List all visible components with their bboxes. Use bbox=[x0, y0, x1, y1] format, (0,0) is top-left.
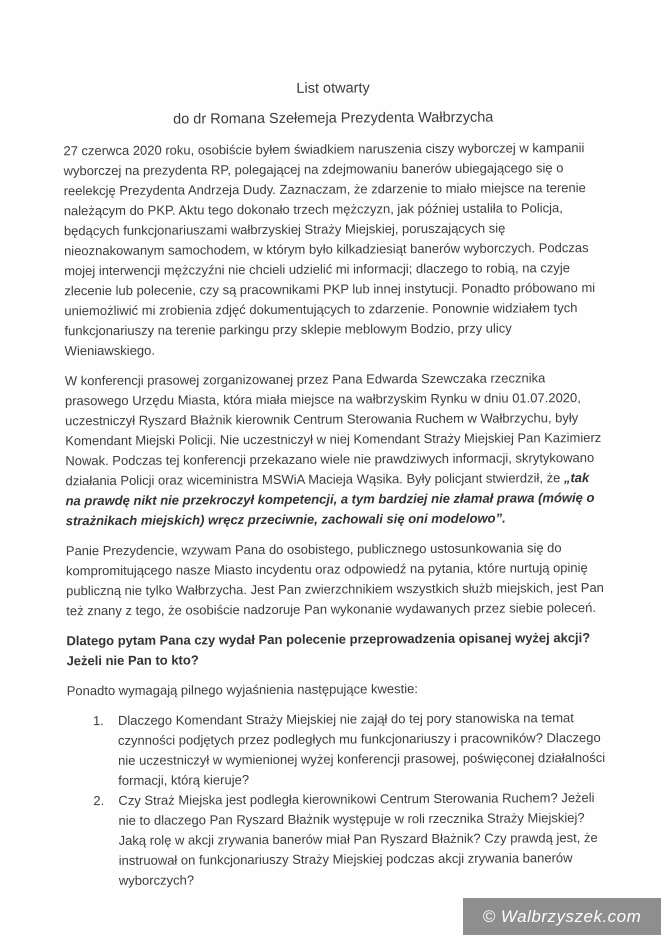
question-item bbox=[93, 788, 608, 891]
document-title: List otwarty bbox=[296, 80, 370, 97]
question-number: 1. bbox=[92, 713, 104, 729]
paragraph-appeal: Panie Prezydencie, wzywam Pana do osobistego, publicznego ustosunkowania się do kompromitującego nasze Miasto incydentu oraz odpowiedź na pytania, które nurtują opinię publiczną nie tylko Wałbrzycha. Jest Pan zwierzchnikiem wszystkich służb miejskich, jest Pan też znany z tego, że osobiście nadzoruje Pan wykonanie wydawanych przez siebie poleceń. bbox=[65, 540, 604, 619]
paragraph-conference bbox=[65, 368, 606, 531]
paragraph-issues-intro: Ponadto wymagają pilnego wyjaśnienia następujące kwestie: bbox=[66, 681, 418, 699]
question-text: Czy Straż Miejska jest podległa kierownikowi Centrum Sterowania Ruchem? Jeżeli nie to dlaczego Pan Ryszard Błażnik występuje w roli rzecznika Straży Miejskiej? Jaką rolę w akcji zrywania banerów miał Pan Ryszard Błażnik? Czy prawdą jest, że instruował on funkcjonariuszy Straży Miejskiej podczas akcji zrywania banerów wyborczych? bbox=[118, 790, 598, 888]
paragraph-opening: 27 czerwca 2020 roku, osobiście byłem świadkiem naruszenia ciszy wyborczej w kampanii wyborczej na prezydenta RP, polegającej na zdejmowaniu banerów ubiegającego się o reelekcję Prezydenta Andrzeja Dudy. Zaznaczam, że zdarzenie to miało miejsce na terenie należącym do PKP. Aktu tego dokonało trzech mężczyzn, jak później ustaliła to Policja, będących funkcjonariuszami wałbrzyskiej Straży Miejskiej, poruszających się nieoznakowanym samochodem, w którym było kilkadziesiąt banerów wyborczych. Podczas mojej interwencji mężczyźni nie chcieli udzielić mi informacji; dlaczego to robią, na czyje zlecenie lub polecenie, czy są pracownikami PKP lub innej instytucji. Ponadto próbowano mi uniemożliwić mi zrobienia zdjęć dokumentujących to zdarzenie. Ponownie widziałem tych funkcjonariuszy na terenie parkingu przy sklepie meblowym Bodzio, przy ulicy Wieniawskiego. bbox=[63, 140, 596, 359]
letter-body bbox=[63, 77, 608, 891]
paragraph-conference-lead: W konferencji prasowej zorganizowanej przez Pana Edwarda Szewczaka rzecznika prasowego Urzędu Miasta, która miała miejsce na wałbrzyskim Rynku w dniu 01.07.2020, uczestniczył Ryszard Błażnik kierownik Centrum Sterowania Ruchem w Wałbrzychu, były Komendant Miejski Policji. Nie uczestniczył w niej Komendant Straży Miejskiej Pan Kazimierz Nowak. Podczas tej konferencji przekazano wiele nie prawdziwych informacji, skrytykowano działania Policji oraz wiceministra MSWiA Macieja Wąsika. Były policjant stwierdził, że bbox=[64, 370, 602, 489]
document-subtitle: do dr Romana Szełemeja Prezydenta Wałbrzycha bbox=[173, 109, 494, 128]
paragraph-question-bold: Dlatego pytam Pana czy wydał Pan polecenie przeprowadzenia opisanej wyżej akcji? Jeżeli nie Pan to kto? bbox=[66, 630, 591, 669]
conference-quote: „tak na prawdę nikt nie przekroczył kompetencji, a tym bardziej nie złamał prawa (mówię o strażnikach miejskich) wręcz przeciwnie, zachowali się oni modelowo”. bbox=[65, 470, 595, 529]
question-number: 2. bbox=[93, 793, 105, 809]
question-text: Dlaczego Komendant Straży Miejskiej nie zajął do tej pory stanowiska na temat czynności podjętych przez podległych mu funkcjonariuszy i pracowników? Dlaczego nie uczestniczył w wymienionej wyżej konferencji prasowej, poświęconej działalności formacji, którą kieruje? bbox=[117, 710, 606, 788]
question-list bbox=[67, 708, 608, 891]
question-item bbox=[93, 708, 607, 791]
watermark: © Walbrzyszek.com bbox=[463, 898, 661, 935]
